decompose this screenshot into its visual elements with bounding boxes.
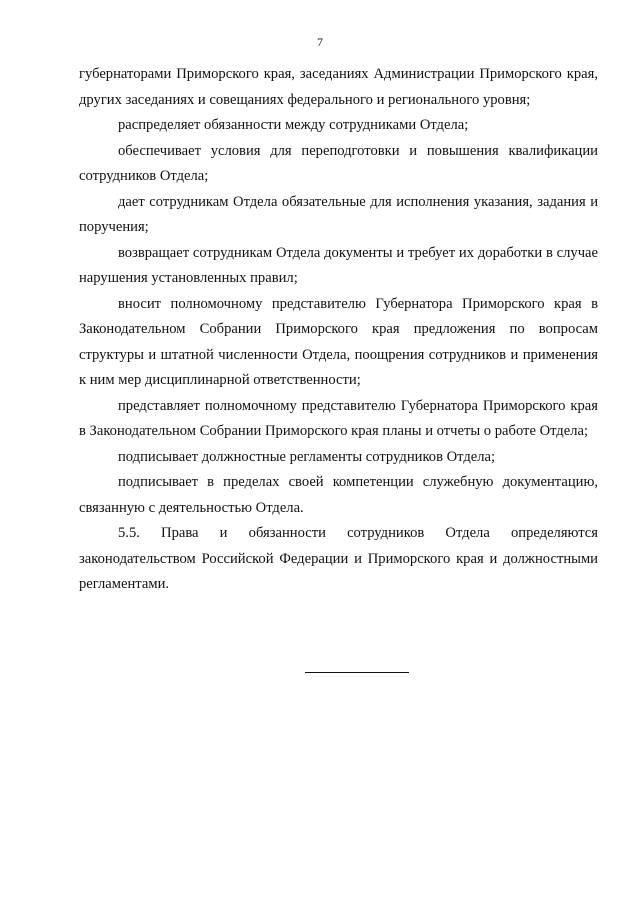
- paragraph: представляет полномочному представителю Губернатора Приморского края в Законодательном Собрании Приморского края планы и отчеты о работе Отдела;: [79, 397, 598, 439]
- paragraph: дает сотрудникам Отдела обязательные для исполнения указания, задания и поручения;: [79, 193, 598, 235]
- end-separator-line: [305, 672, 409, 673]
- paragraph: подписывает в пределах своей компетенции служебную документацию, связанную с деятельностью Отдела.: [79, 474, 598, 516]
- paragraph: распределяет обязанности между сотрудниками Отдела;: [118, 117, 469, 133]
- document-body: [79, 62, 598, 598]
- paragraph: губернаторами Приморского края, заседаниях Администрации Приморского края, других заседаниях и совещаниях федерального и регионального уровня;: [79, 66, 598, 108]
- paragraph: возвращает сотрудникам Отдела документы и требует их доработки в случае нарушения установленных правил;: [79, 244, 598, 286]
- paragraph: вносит полномочному представителю Губернатора Приморского края в Законодательном Собрании Приморского края предложения по вопросам структуры и штатной численности Отдела, поощрения сотрудников и применения к ним мер дисциплинарной ответственности;: [79, 295, 598, 388]
- paragraph: 5.5. Права и обязанности сотрудников Отдела определяются законодательством Российской Федерации и Приморского края и должностными регламентами.: [79, 525, 598, 592]
- paragraph: обеспечивает условия для переподготовки и повышения квалификации сотрудников Отдела;: [79, 142, 598, 184]
- paragraph: подписывает должностные регламенты сотрудников Отдела;: [118, 448, 496, 465]
- page-number: 7: [317, 35, 323, 49]
